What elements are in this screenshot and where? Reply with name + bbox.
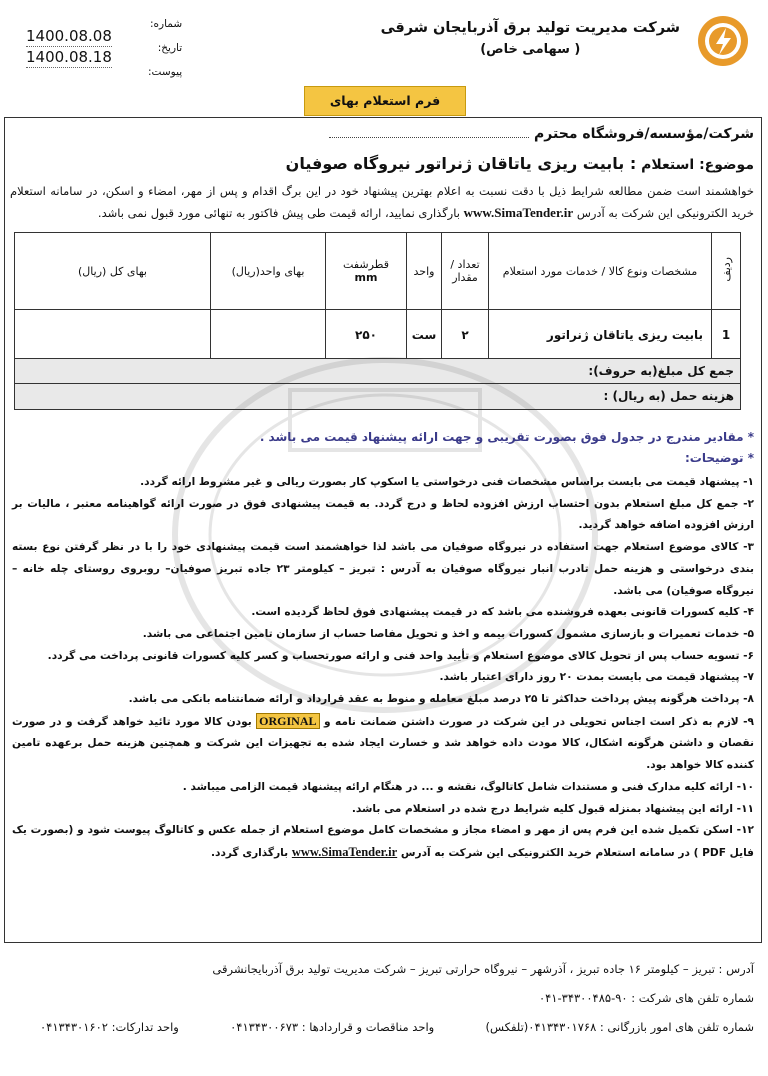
terms-list bbox=[12, 472, 754, 865]
footer bbox=[40, 955, 754, 1042]
subject-text: : بابیت ریزی یاتاقان ژنراتور نیروگاه صوفیان bbox=[285, 154, 637, 173]
addressee-label: شرکت/مؤسسه/فروشگاه محترم bbox=[534, 126, 754, 142]
term-item: ۸- پرداخت هرگونه پیش پرداخت حداکثر تا ۲۵ درصد مبلغ معامله و منوط به عقد قرارداد و ارائه ضمانتنامه بانکی می باشد. bbox=[128, 693, 754, 706]
intro-text-b: بارگذاری نمایید، ارائه قیمت طی پیش فاکتور به تنهائی مورد قبول نمی باشد. bbox=[97, 206, 460, 220]
letter-meta-labels bbox=[148, 12, 182, 84]
term12-text-b: بارگذاری گردد. bbox=[211, 846, 289, 859]
label-attachment: پیوست: bbox=[148, 66, 183, 78]
total-in-words-row[interactable]: جمع کل مبلغ(به حروف): bbox=[14, 358, 741, 384]
term-item-12 bbox=[12, 820, 754, 864]
company-name: شرکت مدیریت تولید برق آذربایجان شرقی bbox=[380, 20, 680, 36]
term-item: ۲- جمع کل مبلغ استعلام بدون احتساب ارزش افزوده لحاظ و درج گردد. به قیمت پیشنهادی فوق در صورت ارائه گواهینامه معتبر ، مالیات بر ارزش افزوده اضافه خواهد گردید. bbox=[12, 497, 754, 532]
label-date: تاریخ: bbox=[157, 42, 183, 54]
term-item: ۱۰- ارائه کلیه مدارک فنی و مستندات شامل کاتالوگ، نقشه و ... در هنگام ارائه پیشنهاد قیمت الزامی میباشد . bbox=[182, 780, 754, 793]
subject-label: موضوع: استعلام bbox=[641, 157, 754, 173]
term-item: ۱۱- ارائه این پیشنهاد بمنزله قبول کلیه شرایط درج شده در استعلام می باشد. bbox=[351, 802, 754, 815]
term12-link[interactable]: www.SimaTender.ir bbox=[291, 844, 398, 859]
col-diameter: قطرشفت mm bbox=[326, 233, 407, 310]
approx-note: * مقادیر مندرج در جدول فوق بصورت تقریبی و جهت ارائه پیشنهاد قیمت می باشد . bbox=[259, 430, 754, 444]
intro-link[interactable]: www.SimaTender.ir bbox=[463, 205, 574, 220]
term-item: ۶- تسویه حساب پس از تحویل کالای موضوع استعلام و تأیید واحد فنی و ارائه صورتحساب و کسر کلیه کسورات قانونی پرداخت می گردد. bbox=[47, 649, 754, 662]
term-item: ۷- پیشنهاد قیمت می بایست بمدت ۲۰ روز دارای اعتبار باشد. bbox=[439, 671, 754, 684]
subject-line bbox=[286, 154, 754, 173]
col-unit: واحد bbox=[407, 233, 442, 310]
term-item: ۳- کالای موضوع استعلام جهت استفاده در نیروگاه صوفیان می باشد لذا خواهشمند است قیمت پیشنهادی خود را با در نظر گرفتن نوع بسته بندی درخواستی و هزینه حمل تادرب انبار نیروگاه صوفیان به آدرس : تبریز – کیلومتر ۲۳ جاده تبریز صوفیان– روبروی روستای چله خانه – نیروگاه صوفیان) می باشد. bbox=[12, 541, 754, 597]
items-table bbox=[14, 232, 741, 361]
company-logo-icon bbox=[696, 14, 750, 68]
letter-meta-values bbox=[26, 26, 112, 68]
col-qty: تعداد / مقدار bbox=[442, 233, 489, 310]
cell-spec: بابیت ریزی یاتاقان ژنراتور bbox=[489, 310, 712, 361]
orginal-highlight: ORGINAL bbox=[256, 713, 319, 729]
cell-total-price[interactable] bbox=[15, 310, 211, 361]
shipping-cost-row[interactable]: هزینه حمل (به ریال) : bbox=[14, 384, 741, 410]
term-item: ۱- پیشنهاد قیمت می بایست براساس مشخصات فنی درخواستی یا اسکوپ کار بصورت ریالی و غیر مشروط ارائه گردد. bbox=[140, 476, 754, 488]
letter-date: 1400.08.18 bbox=[26, 48, 112, 66]
cell-unit-price[interactable] bbox=[211, 310, 326, 361]
footer-tenders-unit: واحد مناقصات و قراردادها : ۰۴۱۳۴۳۰۰۶۷۳ bbox=[230, 1020, 435, 1034]
col-row-no: ردیف bbox=[712, 233, 741, 310]
footer-address: آدرس : تبریز – کیلومتر ۱۶ جاده تبریز ، آذرشهر – نیروگاه حرارتی تبریز – شرکت مدیریت تولید برق آذربایجانشرقی bbox=[212, 962, 754, 976]
form-title: فرم استعلام بهای bbox=[304, 86, 466, 116]
term9-text-b: بودن کالا مورد تائید خواهد گرفت و در صورت نقصان و داشتن هرگونه اشکال، کالا مودت داده خواهد شد و خسارت ایجاد شده به تجهیزات این شرکت و همچنین هزینه حمل برعهده تامین کننده کالا خواهد بود. bbox=[12, 715, 754, 772]
col-total-price: بهای کل (ریال) bbox=[15, 233, 211, 310]
term-item-9 bbox=[12, 711, 754, 777]
term-item: ۵- خدمات تعمیرات و بازسازی مشمول کسورات بیمه و اخذ و تحویل مفاصا حساب از سازمان تامین اجتماعی می باشد. bbox=[142, 627, 754, 640]
col-unit-price: بهای واحد(ریال) bbox=[211, 233, 326, 310]
diameter-unit: mm bbox=[354, 271, 378, 284]
footer-commerce-phones: شماره تلفن های امور بازرگانی : ۰۴۱۳۴۳۰۱۷۶۸(تلفکس) bbox=[485, 1020, 754, 1034]
term12-text-a: ۱۲- اسکن تکمیل شده این فرم پس از مهر و امضاء مجاز و مشخصات کامل موضوع استعلام از جمله عکس و کاتالوگ پیوست شود و (بصورت یک فایل PDF ) در سامانه استعلام خرید الکترونیکی این شرکت به آدرس bbox=[12, 824, 754, 859]
term-item: ۴- کلیه کسورات قانونی بعهده فروشنده می باشد که در قیمت پیشنهادی فوق لحاظ گردیده است. bbox=[251, 606, 754, 619]
addressee bbox=[329, 126, 754, 142]
table-row bbox=[15, 310, 741, 361]
footer-company-phones: شماره تلفن های شرکت : ۹۰-۳۴۳۰۰۴۸۵-۰۴۱ bbox=[538, 991, 754, 1005]
table-header-row bbox=[15, 233, 741, 310]
intro-text-a: خواهشمند است ضمن مطالعه شرایط ذیل با دقت نسبت به اعلام بهترین پیشنهاد خود در این برگ اقدام و پس از مهر، امضاء و اسکن، در سامانه استعلام خرید الکترونیکی این شرکت به آدرس bbox=[10, 184, 754, 220]
explanations-heading: * توضیحات: bbox=[685, 451, 754, 465]
company-type: ( سهامی خاص) bbox=[480, 42, 581, 57]
cell-unit: ست bbox=[407, 310, 442, 361]
company-header bbox=[381, 20, 680, 57]
label-number: شماره: bbox=[149, 18, 183, 30]
col-spec: مشخصات ونوع کالا / خدمات مورد استعلام bbox=[489, 233, 712, 310]
letter-number: 1400.08.08 bbox=[26, 27, 112, 45]
addressee-blank bbox=[329, 137, 529, 138]
footer-procurement-unit: واحد تدارکات: ۰۴۱۳۴۳۰۱۶۰۲ bbox=[40, 1020, 179, 1034]
term9-text-a: ۹- لازم به ذکر است اجناس تحویلی در این شرکت در صورت داشتن ضمانت نامه و bbox=[323, 715, 754, 728]
cell-row-no: 1 bbox=[712, 310, 741, 361]
cell-qty: ۲ bbox=[442, 310, 489, 361]
cell-diameter: ۲۵۰ bbox=[326, 310, 407, 361]
footer-phone-row bbox=[40, 1013, 754, 1042]
intro-paragraph bbox=[10, 180, 754, 224]
